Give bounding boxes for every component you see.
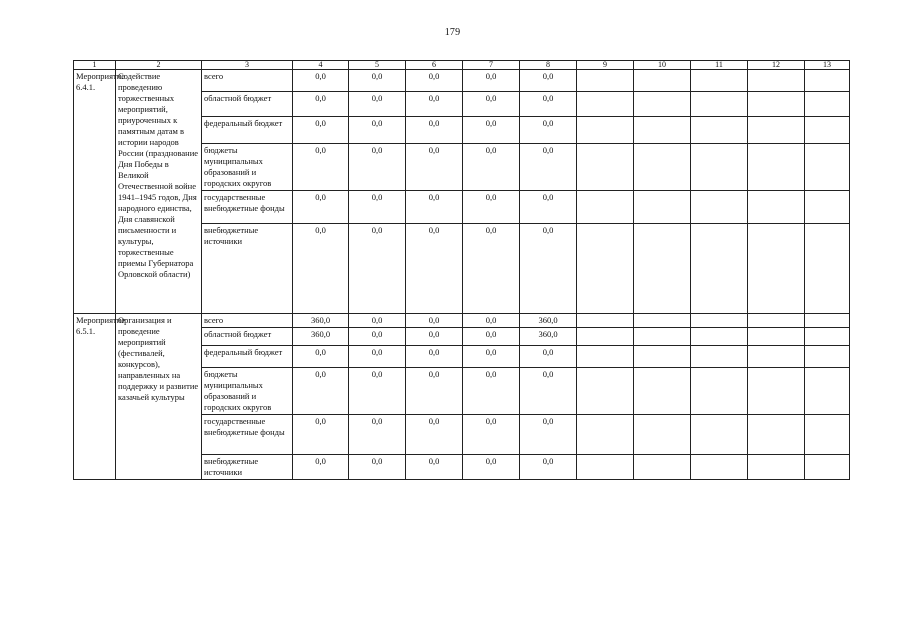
value-cell-col-8: 0,0 — [520, 191, 577, 224]
table-row — [74, 70, 850, 92]
value-cell-col-7: 0,0 — [463, 117, 520, 144]
empty-cell-col-13 — [805, 191, 850, 224]
funding-source: государственные внебюджетные фонды — [202, 415, 293, 455]
value-cell-col-8: 360,0 — [520, 314, 577, 328]
measure-code: Мероприятие 6.5.1. — [74, 314, 116, 480]
column-header-3: 3 — [202, 61, 293, 70]
empty-cell-col-13 — [805, 92, 850, 117]
empty-cell-col-11 — [691, 144, 748, 191]
empty-cell-col-10 — [634, 70, 691, 92]
empty-cell-col-13 — [805, 117, 850, 144]
value-cell-col-5: 0,0 — [349, 144, 406, 191]
funding-source: бюджеты муниципальных образований и городских округов — [202, 368, 293, 415]
empty-cell-col-13 — [805, 455, 850, 480]
funding-source: областной бюджет — [202, 92, 293, 117]
value-cell-col-5: 0,0 — [349, 224, 406, 314]
value-cell-col-8: 0,0 — [520, 368, 577, 415]
column-header-1: 1 — [74, 61, 116, 70]
value-cell-col-4: 360,0 — [293, 328, 349, 346]
value-cell-col-5: 0,0 — [349, 328, 406, 346]
empty-cell-col-13 — [805, 224, 850, 314]
value-cell-col-5: 0,0 — [349, 368, 406, 415]
value-cell-col-6: 0,0 — [406, 117, 463, 144]
empty-cell-col-9 — [577, 144, 634, 191]
value-cell-col-8: 0,0 — [520, 70, 577, 92]
measure-name: Организация и проведение мероприятий (фестивалей, конкурсов), направленных на поддержку и развитие казачьей культуры — [116, 314, 202, 480]
value-cell-col-7: 0,0 — [463, 224, 520, 314]
empty-cell-col-10 — [634, 328, 691, 346]
empty-cell-col-13 — [805, 70, 850, 92]
empty-cell-col-11 — [691, 328, 748, 346]
value-cell-col-4: 0,0 — [293, 415, 349, 455]
empty-cell-col-12 — [748, 346, 805, 368]
empty-cell-col-12 — [748, 368, 805, 415]
empty-cell-col-13 — [805, 314, 850, 328]
value-cell-col-6: 0,0 — [406, 92, 463, 117]
value-cell-col-7: 0,0 — [463, 314, 520, 328]
value-cell-col-4: 0,0 — [293, 70, 349, 92]
value-cell-col-4: 0,0 — [293, 144, 349, 191]
funding-source: внебюджетные источники — [202, 455, 293, 480]
funding-source: федеральный бюджет — [202, 346, 293, 368]
value-cell-col-5: 0,0 — [349, 415, 406, 455]
empty-cell-col-12 — [748, 70, 805, 92]
empty-cell-col-9 — [577, 117, 634, 144]
budget-table — [73, 60, 850, 480]
column-header-6: 6 — [406, 61, 463, 70]
empty-cell-col-10 — [634, 346, 691, 368]
empty-cell-col-9 — [577, 415, 634, 455]
value-cell-col-7: 0,0 — [463, 144, 520, 191]
value-cell-col-6: 0,0 — [406, 144, 463, 191]
value-cell-col-4: 0,0 — [293, 368, 349, 415]
value-cell-col-4: 360,0 — [293, 314, 349, 328]
value-cell-col-8: 0,0 — [520, 117, 577, 144]
funding-source: областной бюджет — [202, 328, 293, 346]
value-cell-col-5: 0,0 — [349, 314, 406, 328]
value-cell-col-4: 0,0 — [293, 224, 349, 314]
empty-cell-col-13 — [805, 144, 850, 191]
empty-cell-col-9 — [577, 346, 634, 368]
empty-cell-col-10 — [634, 191, 691, 224]
empty-cell-col-11 — [691, 92, 748, 117]
empty-cell-col-11 — [691, 70, 748, 92]
empty-cell-col-12 — [748, 92, 805, 117]
value-cell-col-8: 0,0 — [520, 455, 577, 480]
empty-cell-col-10 — [634, 314, 691, 328]
value-cell-col-7: 0,0 — [463, 70, 520, 92]
column-header-2: 2 — [116, 61, 202, 70]
value-cell-col-6: 0,0 — [406, 314, 463, 328]
value-cell-col-7: 0,0 — [463, 92, 520, 117]
empty-cell-col-11 — [691, 415, 748, 455]
value-cell-col-4: 0,0 — [293, 455, 349, 480]
empty-cell-col-11 — [691, 314, 748, 328]
empty-cell-col-10 — [634, 224, 691, 314]
value-cell-col-5: 0,0 — [349, 191, 406, 224]
column-header-9: 9 — [577, 61, 634, 70]
value-cell-col-5: 0,0 — [349, 117, 406, 144]
column-header-11: 11 — [691, 61, 748, 70]
value-cell-col-8: 0,0 — [520, 224, 577, 314]
empty-cell-col-9 — [577, 314, 634, 328]
empty-cell-col-11 — [691, 224, 748, 314]
value-cell-col-7: 0,0 — [463, 415, 520, 455]
column-header-13: 13 — [805, 61, 850, 70]
empty-cell-col-12 — [748, 328, 805, 346]
value-cell-col-5: 0,0 — [349, 455, 406, 480]
empty-cell-col-12 — [748, 117, 805, 144]
empty-cell-col-12 — [748, 415, 805, 455]
value-cell-col-7: 0,0 — [463, 328, 520, 346]
empty-cell-col-9 — [577, 224, 634, 314]
value-cell-col-7: 0,0 — [463, 191, 520, 224]
empty-cell-col-13 — [805, 346, 850, 368]
value-cell-col-4: 0,0 — [293, 191, 349, 224]
empty-cell-col-11 — [691, 346, 748, 368]
page-number: 179 — [444, 27, 461, 38]
funding-source: всего — [202, 314, 293, 328]
value-cell-col-8: 360,0 — [520, 328, 577, 346]
empty-cell-col-11 — [691, 455, 748, 480]
empty-cell-col-11 — [691, 191, 748, 224]
value-cell-col-8: 0,0 — [520, 144, 577, 191]
value-cell-col-6: 0,0 — [406, 191, 463, 224]
empty-cell-col-10 — [634, 415, 691, 455]
value-cell-col-6: 0,0 — [406, 328, 463, 346]
value-cell-col-6: 0,0 — [406, 224, 463, 314]
value-cell-col-8: 0,0 — [520, 415, 577, 455]
empty-cell-col-9 — [577, 455, 634, 480]
empty-cell-col-12 — [748, 314, 805, 328]
funding-source: всего — [202, 70, 293, 92]
column-header-12: 12 — [748, 61, 805, 70]
empty-cell-col-12 — [748, 224, 805, 314]
value-cell-col-4: 0,0 — [293, 117, 349, 144]
value-cell-col-5: 0,0 — [349, 346, 406, 368]
empty-cell-col-12 — [748, 455, 805, 480]
measure-name: Содействие проведению торжественных мероприятий, приуроченных к памятным датам в истории народов России (празднование Дня Победы в Великой Отечественной войне 1941–1945 годов, Дня народного единства, Дня славянской письменности и культуры, торжественные приемы Губернатора Орловской области) — [116, 70, 202, 314]
value-cell-col-7: 0,0 — [463, 346, 520, 368]
funding-source: федеральный бюджет — [202, 117, 293, 144]
value-cell-col-8: 0,0 — [520, 346, 577, 368]
table-row — [74, 314, 850, 328]
value-cell-col-5: 0,0 — [349, 92, 406, 117]
table-body — [74, 70, 850, 480]
empty-cell-col-11 — [691, 368, 748, 415]
funding-source: государственные внебюджетные фонды — [202, 191, 293, 224]
funding-source: бюджеты муниципальных образований и городских округов — [202, 144, 293, 191]
empty-cell-col-10 — [634, 117, 691, 144]
value-cell-col-6: 0,0 — [406, 70, 463, 92]
column-header-4: 4 — [293, 61, 349, 70]
column-header-7: 7 — [463, 61, 520, 70]
measure-code: Мероприятие 6.4.1. — [74, 70, 116, 314]
empty-cell-col-10 — [634, 455, 691, 480]
value-cell-col-8: 0,0 — [520, 92, 577, 117]
empty-cell-col-9 — [577, 368, 634, 415]
value-cell-col-7: 0,0 — [463, 368, 520, 415]
empty-cell-col-12 — [748, 191, 805, 224]
empty-cell-col-13 — [805, 415, 850, 455]
empty-cell-col-9 — [577, 328, 634, 346]
value-cell-col-6: 0,0 — [406, 346, 463, 368]
funding-source: внебюджетные источники — [202, 224, 293, 314]
value-cell-col-6: 0,0 — [406, 415, 463, 455]
empty-cell-col-9 — [577, 191, 634, 224]
value-cell-col-6: 0,0 — [406, 368, 463, 415]
empty-cell-col-13 — [805, 328, 850, 346]
column-header-10: 10 — [634, 61, 691, 70]
empty-cell-col-10 — [634, 368, 691, 415]
empty-cell-col-9 — [577, 70, 634, 92]
empty-cell-col-10 — [634, 144, 691, 191]
value-cell-col-4: 0,0 — [293, 92, 349, 117]
column-header-5: 5 — [349, 61, 406, 70]
value-cell-col-4: 0,0 — [293, 346, 349, 368]
empty-cell-col-9 — [577, 92, 634, 117]
column-header-8: 8 — [520, 61, 577, 70]
table-header — [74, 61, 850, 70]
empty-cell-col-10 — [634, 92, 691, 117]
empty-cell-col-11 — [691, 117, 748, 144]
value-cell-col-5: 0,0 — [349, 70, 406, 92]
value-cell-col-7: 0,0 — [463, 455, 520, 480]
empty-cell-col-13 — [805, 368, 850, 415]
value-cell-col-6: 0,0 — [406, 455, 463, 480]
empty-cell-col-12 — [748, 144, 805, 191]
